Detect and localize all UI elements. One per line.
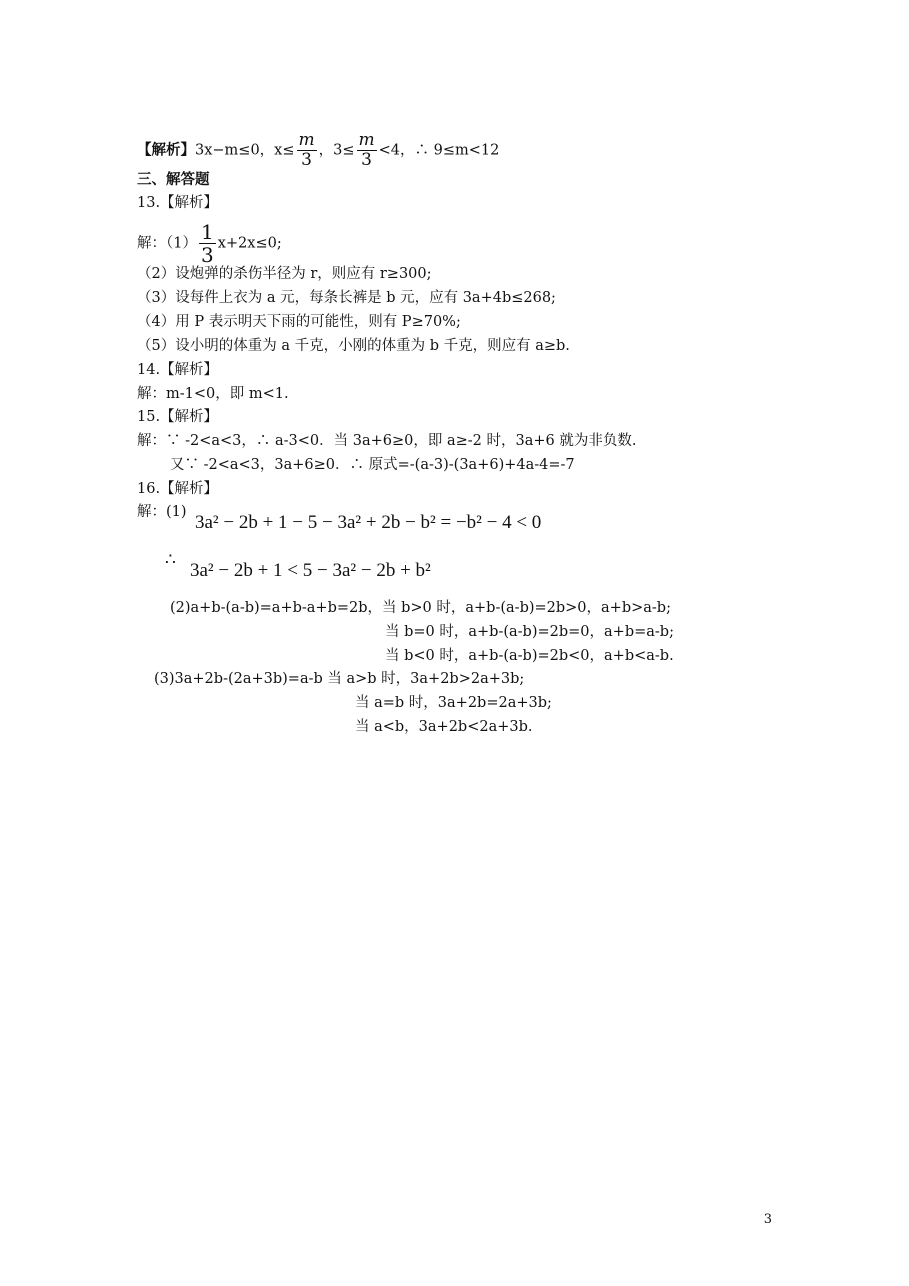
top-text-2: ，3≤ [318, 142, 355, 159]
q14-heading: 14.【解析】 [137, 362, 219, 378]
q16-intro: 解：(1) [137, 504, 187, 520]
q15-line1: 解：∵ -2<a<3，∴ a-3<0．当 3a+6≥0，即 a≥-2 时，3a+6 就为非负数. [137, 433, 637, 449]
top-text-1: 3x−m≤0，x≤ [195, 142, 295, 159]
q15-line2: 又∵ -2<a<3，3a+6≥0．∴ 原式=-(a-3)-(3a+6)+4a-4=-7 [170, 457, 575, 473]
fraction-m-over-3: $\frac{m}{3}$ [298, 130, 315, 170]
q16-part3-line3: 当 a<b，3a+2b<2a+3b. [355, 719, 533, 735]
q16-part2-line3: 当 b<0 时，a+b-(a-b)=2b<0，a+b<a-b. [385, 648, 674, 664]
q16-part3-line2: 当 a=b 时，3a+2b=2a+3b; [355, 695, 552, 711]
q13-heading: 13.【解析】 [137, 195, 219, 211]
q13-item: （2）设炮弹的杀伤半径为 r，则应有 r≥300; [137, 266, 432, 282]
q13-item: （4）用 P 表示明天下雨的可能性，则有 P≥70%; [137, 314, 461, 330]
fraction-one-third: $\frac{1}{3}$ [200, 220, 214, 267]
page-number: 3 [763, 1212, 772, 1227]
q14-body: 解：m-1<0，即 m<1. [137, 386, 289, 402]
section-title: 三、解答题 [137, 171, 210, 188]
therefore-symbol: ∴ [165, 550, 176, 570]
analysis-tag: 【解析】 [137, 141, 195, 159]
fraction-m-over-3-second: $\frac{m}{3}$ [358, 130, 375, 170]
top-text-3: <4，∴ 9≤m<12 [378, 142, 500, 159]
q13-part1: 解：（1） $\frac{1}{3}$ x+2x≤0; [137, 220, 282, 267]
q13-item: （3）设每件上衣为 a 元，每条长裤是 b 元，应有 3a+4b≤268; [137, 290, 556, 306]
q13-item: （5）设小明的体重为 a 千克，小刚的体重为 b 千克，则应有 a≥b. [137, 338, 570, 354]
q16-part2-line2: 当 b=0 时，a+b-(a-b)=2b=0，a+b=a-b; [385, 624, 674, 640]
q16-equation-1: 3a² − 2b + 1 − 5 − 3a² + 2b − b² = −b² − 4 < 0 [195, 512, 542, 533]
q16-equation-2: 3a² − 2b + 1 < 5 − 3a² − 2b + b² [190, 560, 431, 581]
q16-heading: 16.【解析】 [137, 481, 219, 497]
top-analysis-line [137, 132, 499, 169]
q15-heading: 15.【解析】 [137, 409, 219, 425]
q16-part2-line1: (2)a+b-(a-b)=a+b-a+b=2b，当 b>0 时，a+b-(a-b)=2b>0，a+b>a-b; [170, 600, 671, 616]
q16-part3-line1: (3)3a+2b-(2a+3b)=a-b 当 a>b 时，3a+2b>2a+3b; [154, 671, 525, 687]
